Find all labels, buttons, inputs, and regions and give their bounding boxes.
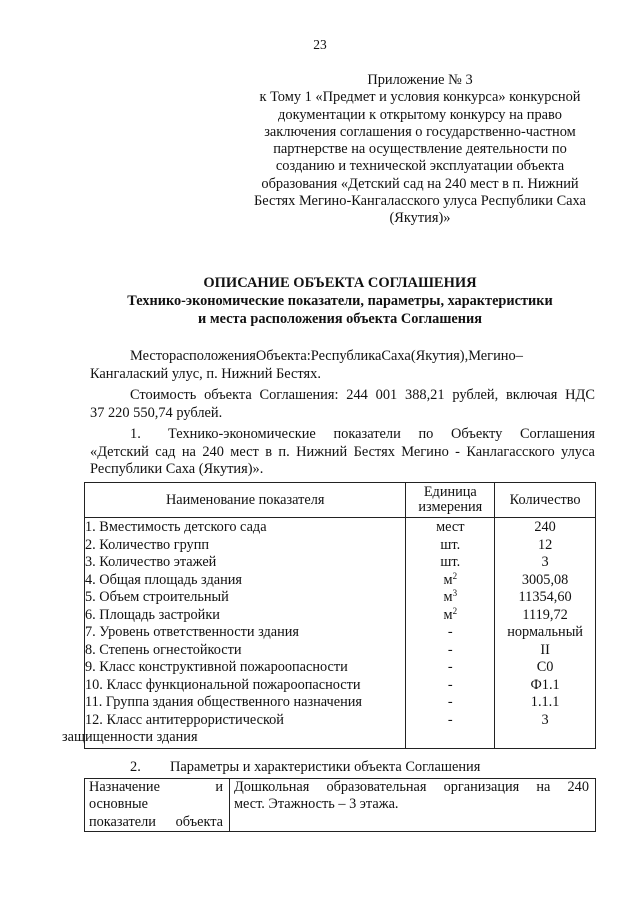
indicator-name: 2. Количество групп: [85, 536, 210, 553]
document-title: ОПИСАНИЕ ОБЪЕКТА СОГЛАШЕНИЯ: [203, 275, 477, 291]
params-table: [84, 778, 596, 832]
appendix-line: Приложение № 3: [367, 72, 473, 88]
indicator-quantity: II: [540, 641, 550, 658]
indicator-unit: шт.: [440, 554, 461, 570]
header-unit-line: Единица: [423, 484, 477, 500]
params-label-line: [89, 779, 223, 796]
location-line: Кангалаский улус, п. Нижний Бестях.: [90, 365, 321, 382]
header-unit: [406, 483, 495, 518]
indicator-quantity: 3: [541, 554, 549, 570]
indicator-unit: -: [447, 711, 453, 728]
section-1: [90, 426, 595, 479]
table-header-row: [85, 483, 596, 518]
indicator-quantity: 1119,72: [522, 606, 568, 623]
document-subtitle: и места расположения объекта Соглашения: [198, 311, 482, 327]
indicator-quantity: 11354,60: [518, 589, 572, 605]
params-label-word: и: [215, 779, 223, 795]
indicators-quantities-cell: [495, 518, 596, 749]
indicator-quantity: Ф1.1: [530, 676, 560, 693]
indicator-quantity: 3: [541, 711, 549, 728]
appendix-line: созданию и технической эксплуатации объекта: [275, 158, 565, 175]
indicator-name: 3. Количество этажей: [85, 554, 217, 570]
params-label-word: объекта: [175, 813, 223, 830]
unit-base: м: [443, 606, 453, 623]
indicator-name: 5. Объем строительный: [85, 589, 229, 605]
appendix-header: [236, 72, 604, 228]
appendix-line: заключения соглашения о государственно-частном: [264, 123, 576, 140]
indicator-quantity: 1.1.1: [530, 694, 560, 710]
section-2-heading: [130, 759, 480, 777]
params-label-cell: [85, 779, 230, 832]
params-label-word: показатели: [89, 813, 156, 830]
unit-exponent: 2: [452, 570, 458, 581]
appendix-line: (Якутия)»: [389, 210, 451, 227]
indicator-quantity: 240: [534, 519, 556, 535]
indicator-name-continuation: защищенности здания: [62, 729, 198, 745]
cost-line: Стоимость объекта Соглашения: 244 001 388,21 рублей, включая НДС: [130, 387, 595, 403]
indicator-quantity: С0: [536, 659, 554, 675]
indicator-unit: -: [447, 624, 453, 640]
header-indicator-name: Наименование показателя: [85, 483, 406, 518]
indicator-name: 10. Класс функциональной пожароопасности: [85, 676, 361, 693]
section-1-number: 1.: [130, 426, 141, 442]
location-paragraph: [90, 348, 595, 383]
params-value-line: Дошкольная образовательная организация на 240: [234, 779, 589, 795]
document-titles: [80, 274, 600, 328]
section-1-line: «Детский сад на 240 мест в п. Нижний Бестях Мегино - Канлагасского улуса: [90, 443, 595, 460]
indicator-unit: [406, 589, 494, 607]
section-2-heading-text: Параметры и характеристики объекта Соглашения: [170, 759, 481, 775]
table-row: [85, 779, 596, 832]
indicator-name: 11. Группа здания общественного назначения: [85, 694, 362, 710]
indicator-name: 7. Уровень ответственности здания: [85, 624, 299, 640]
params-label-line: [89, 796, 223, 813]
appendix-line: документации к открытому конкурсу на право: [278, 106, 562, 123]
indicator-unit: -: [447, 676, 453, 693]
section-1-line: Республики Саха (Якутия)».: [90, 461, 264, 477]
appendix-line: образования «Детский сад на 240 мест в п. Нижний: [261, 175, 579, 192]
unit-base: м: [443, 589, 453, 605]
appendix-line: партнерстве на осуществление деятельности по: [273, 141, 567, 158]
indicators-units-cell: [406, 518, 495, 749]
params-value-line: мест. Этажность – 3 этажа.: [234, 796, 399, 813]
header-unit-line: измерения: [418, 499, 483, 515]
section-1-heading-text: Технико-экономические показатели по Объекту Соглашения: [168, 426, 595, 442]
indicator-unit: [406, 607, 494, 625]
indicator-name: 9. Класс конструктивной пожароопасности: [85, 659, 348, 675]
indicator-unit: мест: [436, 519, 465, 535]
location-line: МесторасположенияОбъекта:РеспубликаСаха(Якутия),Мегино–: [130, 348, 523, 364]
indicators-table: [62, 482, 596, 749]
unit-exponent: 3: [452, 588, 458, 598]
indicator-quantity: нормальный: [507, 624, 583, 640]
section-1-heading: [90, 426, 595, 444]
indicators-names-cell: [62, 518, 406, 749]
document-subtitle: Технико-экономические показатели, параметры, характеристики: [127, 293, 553, 309]
indicator-name: 1. Вместимость детского сада: [85, 519, 267, 535]
indicator-name: 4. Общая площадь здания: [85, 571, 242, 588]
unit-base: м: [443, 571, 453, 588]
indicator-name: 6. Площадь застройки: [85, 606, 220, 623]
indicator-unit: шт.: [440, 536, 461, 553]
indicator-name: 12. Класс антитеррористической: [85, 711, 284, 728]
appendix-line: Бестях Мегино-Кангаласского улуса Республики Саха: [254, 193, 586, 210]
params-value-cell: [230, 779, 596, 832]
cost-paragraph: [90, 387, 595, 422]
unit-exponent: 2: [452, 605, 458, 616]
params-label-word: Назначение: [89, 779, 160, 795]
indicator-unit: -: [447, 659, 453, 675]
indicator-quantity: 3005,08: [521, 571, 569, 588]
cost-line: 37 220 550,74 рублей.: [90, 404, 223, 421]
section-2-number: 2.: [130, 759, 141, 775]
params-label-line: [89, 814, 223, 831]
indicator-unit: -: [447, 641, 453, 658]
params-label-word: основные: [89, 796, 149, 813]
page-number: 23: [313, 37, 327, 52]
indicator-name: 8. Степень огнестойкости: [85, 641, 242, 658]
indicator-quantity: 12: [537, 536, 553, 553]
indicator-unit: -: [447, 694, 453, 710]
appendix-line: к Тому 1 «Предмет и условия конкурса» конкурсной: [259, 89, 581, 106]
indicator-unit: [406, 572, 494, 590]
header-quantity: Количество: [495, 483, 596, 518]
